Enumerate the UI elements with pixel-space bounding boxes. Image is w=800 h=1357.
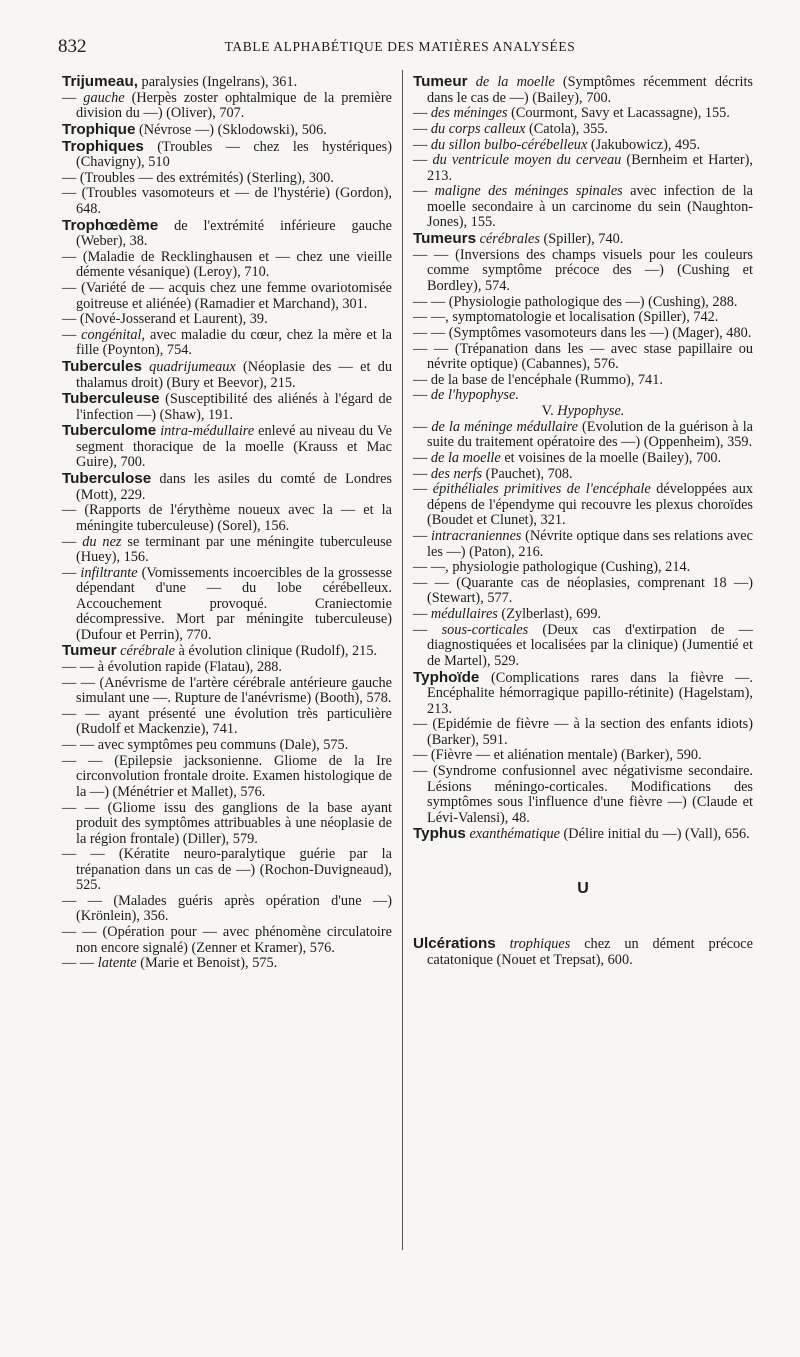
index-headword: Tumeur <box>413 73 468 90</box>
index-entry: — — avec symptômes peu communs (Dale), 575. <box>62 737 349 754</box>
index-entry: — (Rapports de l'érythème noueux avec la — et la méningite tuberculeuse) (Sorel), 156. <box>62 502 392 534</box>
index-entry: — du ventricule moyen du cerveau (Bernheim et Harter), 213. <box>413 152 754 184</box>
index-italic-term: exanthématique <box>465 826 560 843</box>
index-headword: Tuberculose <box>62 470 152 488</box>
index-italic-term: de la moelle <box>467 74 555 90</box>
index-italic-term: du ventricule moyen du cerveau <box>432 152 622 169</box>
index-italic-term: des méninges <box>430 105 508 122</box>
index-italic-term: du nez <box>82 533 122 550</box>
index-entry: — — (Inversions des champs visuels pour les couleurs comme symptôme précoce des —) (Cushing et Bordley), 574. <box>413 246 753 294</box>
index-italic-term: sous-corticales <box>441 621 529 638</box>
index-italic-term: maligne des méninges spinales <box>434 183 623 200</box>
index-entry: — de la base de l'encéphale (Rummo), 741. <box>413 371 663 388</box>
index-italic-term: de la méninge médullaire <box>431 418 578 435</box>
index-entry: — — latente (Marie et Benoist), 575. <box>62 955 278 972</box>
index-italic-term: du sillon bulbo-cérébelleux <box>430 136 588 153</box>
index-entry: — — (Epilepsie jacksonienne. Gliome de la Ire circonvolution frontale droite. Examen histologique de la —) (Ménétrier et Mallet), 576. <box>62 752 392 800</box>
index-entry: — (Fièvre — et aliénation mentale) (Barker), 590. <box>413 747 702 764</box>
index-headword: Tubercules <box>62 358 142 376</box>
index-headword: Trophique <box>62 120 136 138</box>
index-entry: — — (Kératite neuro-paralytique guérie par la trépanation dans un cas de —) (Rochon-Duvigneaud), 525. <box>62 846 392 894</box>
index-entry: — intracraniennes (Névrite optique dans ses relations avec les —) (Paton), 216. <box>413 528 753 560</box>
index-headword: Tuberculome <box>62 422 157 440</box>
running-title: TABLE ALPHABÉTIQUE DES MATIÈRES ANALYSÉES <box>224 39 576 54</box>
index-italic-term: trophiques <box>495 936 571 953</box>
index-italic-term: quadrijumeaux <box>141 359 236 376</box>
index-column-left <box>62 74 392 972</box>
index-entry: Tumeurs cérébrales (Spiller), 740. <box>413 230 624 248</box>
index-italic-term: cérébrales <box>476 231 540 248</box>
index-entry: — de la moelle et voisines de la moelle (Bailey), 700. <box>413 450 722 466</box>
index-entry: — (Syndrome confusionnel avec négativisme secondaire. Lésions méningo-corticales. Modifications des symptômes sous l'influence d'une fièvre —) (Claude et Lévi-Valensi), 48. <box>413 763 753 826</box>
index-entry: Typhoïde (Complications rares dans la fièvre —. Encéphalite hémorragique papillo-rétinite) (Hagelstam), 213. <box>413 668 753 717</box>
index-entry: — infiltrante (Vomissements incoercibles de la grossesse dépendant d'une — du lobe cérébelleux. Accouchement provoqué. Craniectomie décompressive. Mort par méningite tuberculeuse) (Dufour et Perrin), 770. <box>62 564 392 643</box>
index-italic-term: congénital <box>81 326 142 343</box>
index-italic-term: de la moelle <box>430 450 501 466</box>
index-entry: Tuberculeuse (Susceptibilité des aliénés à l'égard de l'infection —) (Shaw), 191. <box>62 390 392 423</box>
index-headword: Ulcérations <box>413 935 496 953</box>
index-entry: — médullaires (Zylberlast), 699. <box>413 606 602 623</box>
index-italic-term: Hypophyse. <box>557 403 625 420</box>
index-entry: V. Hypophyse. <box>541 403 625 420</box>
index-entry: Tuberculose dans les asiles du comté de Londres (Mott), 229. <box>62 470 392 503</box>
index-entry: — — (Quarante cas de néoplasies, comprenant 18 —) (Stewart), 577. <box>413 574 753 607</box>
index-entry: — (Nové-Josserand et Laurent), 39. <box>62 311 268 328</box>
index-entry: Tumeur cérébrale à évolution clinique (Rudolf), 215. <box>62 642 378 660</box>
index-italic-term: intra-médullaire <box>156 423 255 440</box>
index-entry: — sous-corticales (Deux cas d'extirpation de — diagnostiquées et localisées par la clinique) (Jumentié et de Martel), 529. <box>413 621 753 669</box>
index-entry: — — (Symptômes vasomoteurs dans les —) (Mager), 480. <box>413 324 752 341</box>
index-italic-term: intracraniennes <box>430 528 522 545</box>
index-column-right <box>413 74 753 968</box>
index-entry: — maligne des méninges spinales avec infection de la moelle secondaire à un carcinome du sein (Naughton-Jones), 155. <box>413 183 754 231</box>
index-entry: — épithéliales primitives de l'encéphale développées aux dépens de l'épendyme qui recouvre les plexus choroïdes (Boudet et Clunet), 321. <box>413 481 754 529</box>
index-italic-term: latente <box>97 955 137 972</box>
index-entry: — —, physiologie pathologique (Cushing), 214. <box>413 559 691 576</box>
index-entry: — du nez se terminant par une méningite tuberculeuse (Huey), 156. <box>62 533 392 565</box>
index-entry: Trijumeau, paralysies (Ingelrans), 361. <box>62 73 298 90</box>
index-entry: — — (Trépanation dans les — avec stase papillaire ou névrite optique) (Cabannes), 576. <box>413 340 753 373</box>
index-entry: — (Maladie de Recklinghausen et — chez une vieille démente vésanique) (Leroy), 710. <box>62 248 392 281</box>
index-entry: — — (Anévrisme de l'artère cérébrale antérieure gauche simulant une —. Rupture de l'anévrisme) (Booth), 578. <box>62 674 392 707</box>
index-italic-term: cérébrale <box>116 643 175 660</box>
index-entry: — — (Gliome issu des ganglions de la base ayant produit des symptômes attribuables à une néoplasie de la région frontale) (Diller), 579. <box>62 799 392 847</box>
index-entry: Trophœdème de l'extrémité inférieure gauche (Weber), 38. <box>62 216 392 250</box>
index-italic-term: médullaires <box>430 606 498 623</box>
index-entry: — du sillon bulbo-cérébelleux (Jakubowicz), 495. <box>413 136 701 153</box>
index-headword: Typhoïde <box>413 668 480 686</box>
index-headword: Trophœdème <box>62 216 159 234</box>
index-entry: Trophique (Névrose —) (Sklodowski), 506. <box>62 120 327 138</box>
index-entry: Tubercules quadrijumeaux (Néoplasie des — et du thalamus droit) (Bury et Beevor), 215. <box>62 358 392 391</box>
index-entry: Tuberculome intra-médullaire enlevé au niveau du Ve segment thoracique de la moelle (Krauss et Mac Guire), 700. <box>62 422 392 471</box>
index-headword: Tumeur <box>62 642 117 660</box>
index-entry: — — (Opération pour — avec phénomène circulatoire non encore signalé) (Zenner et Kramer), 576. <box>62 924 392 956</box>
index-entry: Ulcérations trophiques chez un dément précoce catatonique (Nouet et Trepsat), 600. <box>413 935 753 968</box>
index-entry: — des méninges (Courmont, Savy et Lacassagne), 155. <box>413 105 730 122</box>
page-number: 832 <box>58 36 87 57</box>
index-entry: — — (Physiologie pathologique des —) (Cushing), 288. <box>413 293 738 310</box>
index-headword: Typhus <box>413 825 466 843</box>
index-headword: Trophiques <box>62 137 144 155</box>
index-entry: Typhus exanthématique (Délire initial du —) (Vall), 656. <box>413 825 750 843</box>
index-italic-term: gauche <box>83 89 125 106</box>
index-entry: — (Troubles vasomoteurs et — de l'hystérie) (Gordon), 648. <box>62 185 392 217</box>
index-entry: — —, symptomatologie et localisation (Spiller), 742. <box>413 309 719 326</box>
index-italic-term: infiltrante <box>80 564 138 581</box>
index-entry: — — à évolution rapide (Flatau), 288. <box>62 659 282 676</box>
index-entry: — — ayant présenté une évolution très particulière (Rudolf et Mackenzie), 741. <box>62 705 392 738</box>
index-entry: — du corps calleux (Catola), 355. <box>413 120 608 137</box>
index-entry: — — (Malades guéris après opération d'une —) (Krönlein), 356. <box>62 892 392 925</box>
index-italic-term: des nerfs <box>430 465 483 482</box>
section-letter: U <box>577 879 589 897</box>
index-entry: — congénital, avec maladie du cœur, chez la mère et la fille (Poynton), 754. <box>62 326 392 359</box>
index-italic-term: épithéliales primitives de l'encéphale <box>432 481 651 498</box>
index-entry: — (Epidémie de fièvre — à la section des enfants idiots) (Barker), 591. <box>413 716 753 748</box>
index-entry: — de l'hypophyse. <box>413 387 519 404</box>
index-headword: Tumeurs <box>413 230 477 248</box>
index-entry: — (Troubles — des extrémités) (Sterling), 300. <box>62 169 334 186</box>
index-entry: — des nerfs (Pauchet), 708. <box>413 465 573 482</box>
index-entry: — (Variété de — acquis chez une femme ovariotomisée goitreuse et aliénée) (Ramadier et Marchand), 301. <box>62 280 392 312</box>
index-entry: — gauche (Herpès zoster ophtalmique de la première division du —) (Oliver), 707. <box>62 89 392 122</box>
index-entry: Trophiques (Troubles — chez les hystériques) (Chavigny), 510 <box>62 137 392 171</box>
index-headword: Trijumeau, <box>62 73 138 90</box>
index-italic-term: de l'hypophyse. <box>430 387 519 404</box>
index-italic-term: du corps calleux <box>430 120 526 137</box>
column-rule <box>402 70 403 1250</box>
index-headword: Tuberculeuse <box>62 390 160 408</box>
index-entry: Tumeur de la moelle (Symptômes récemment décrits dans le cas de —) (Bailey), 700. <box>413 73 753 106</box>
index-entry: — de la méninge médullaire (Evolution de la guérison à la suite du traitement opératoire des —) (Oppenheim), 359. <box>413 418 754 451</box>
